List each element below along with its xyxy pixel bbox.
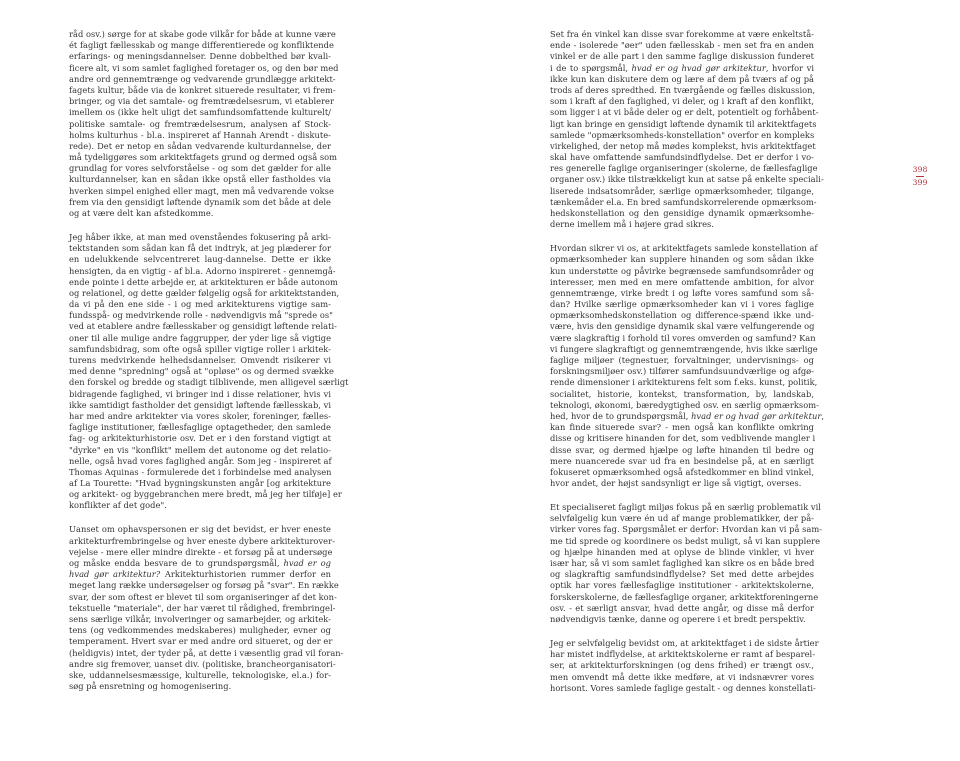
- page-number-right: 399: [912, 178, 928, 187]
- text-line: kun understøtte og påvirke begrænsede samfundsområder og: [550, 265, 814, 276]
- text-line: Set fra én vinkel kan disse svar forekomme at være enkeltstå-: [550, 29, 814, 39]
- text-line: som i kraft af den faglighed, vi deler, og i kraft af den konflikt,: [550, 96, 814, 107]
- text-line: "dyrke" en vis "konflikt" mellem det autonome og det relatio-: [69, 444, 331, 455]
- text-line: organer osv.) ikke tilstrækkeligt kun at satse på enkelte speciali-: [550, 174, 824, 185]
- text-line: liserede indsatsområder, særlige opmærksomheder, tilgange,: [550, 185, 814, 196]
- text-line: tens (og vedkommendes medskaberes) muligheder, evner og: [69, 625, 331, 636]
- text-line: ved at etablere andre fællesskaber og gensidigt løftende relati-: [69, 321, 337, 332]
- text-line: af La Tourette: "Hvad bygningskunsten angår [og arkitekture: [69, 478, 331, 489]
- text-line: hedskonstellation og den gensidige dynamik opmærksomhe-: [550, 208, 814, 218]
- text-line: hvor andet, der højst sandsynligt er lige så vigtigt, overses.: [550, 478, 802, 489]
- text-line: og relationel, og dette gælder følgelig også for arkitektstanden,: [69, 287, 340, 298]
- paragraph: [550, 502, 823, 625]
- text-line: da vi på den ene side - i og med arkitekturens vigtige sam-: [69, 299, 331, 310]
- left-text-column: [69, 29, 349, 692]
- paragraph: [69, 231, 349, 512]
- text-line: turens medvirkende helhedsdannelser. Omvendt risikerer vi: [69, 355, 331, 366]
- text-line: imellem os (ikke helt uligt det samfundsomfattende kulturelt/: [69, 107, 331, 118]
- text-line: ikke kun kan diskutere dem og lære af dem på tværs af og på: [550, 73, 814, 84]
- text-line: dan? Hvilke særlige opmærksomheder kan vi i vores faglige: [550, 299, 814, 310]
- text-line: vinkel er de alle part i den samme faglige diskussion funderet: [550, 51, 814, 62]
- text-line: faglige miljøer (tegnestuer, forvaltninger, undervisnings- og: [550, 355, 814, 366]
- text-line: ikke samtidigt fastholder det gensidigt løftende fællesskab, vi: [69, 399, 331, 410]
- text-line: har med andre arkitekter via vores skoler, foreninger, fælles-: [69, 410, 331, 421]
- text-line: kulturdannelser, kan en sådan ikke opstå eller fastholdes via: [69, 174, 331, 185]
- paragraph: [69, 524, 344, 692]
- text-line: konflikter af det gode".: [69, 500, 167, 511]
- text-line: ende - isolerede "øer" uden fællesskab - men set fra en anden: [550, 40, 814, 51]
- text-line: vi fungere slagkraftigt og gennemtrængende, hvis ikke særlige: [550, 343, 818, 354]
- text-line: hverken simpel enighed eller magt, men må vedvarende vokse: [69, 185, 334, 196]
- paragraph: [550, 29, 824, 230]
- text-line: andre ord gennemtrænge og vedvarende grundlægge arkitekt-: [69, 73, 336, 84]
- text-line: fokuseret opmærksomhed også afstedkommer en blind vinkel,: [550, 466, 814, 477]
- text-line: Jeg håber ikke, at man med ovenståendes fokusering på arki-: [69, 231, 331, 242]
- text-line: som ligger i at vi både deler og er delt, potentielt og forhåbent-: [550, 107, 819, 118]
- text-line: skal have omfattende samfundsindflydelse. Det er derfor i vo-: [550, 152, 814, 163]
- text-line: og hjælpe hinanden med at oplyse de blinde vinkler, vi hver: [550, 546, 814, 557]
- text-line: meget lang række undersøgelser og forsøg på "svar". En række: [69, 580, 339, 591]
- text-line: hed, hvor de to grundspørgsmål, hvad er og hvad gør arkitektur,: [550, 410, 825, 421]
- text-line: Jeg er selvfølgelig bevidst om, at arkitektfaget i de sidste årtier: [550, 637, 819, 648]
- text-line: fag- og arkitekturhistorie osv. Det er i den forstand vigtigt at: [69, 433, 331, 444]
- text-line: hvad gør arkitektur? Arkitekturhistorien rummer derfor en: [69, 569, 331, 580]
- text-line: oner til alle mulige andre faggrupper, der yder lige så vigtige: [69, 332, 331, 343]
- text-line: grundlag for vores selvforståelse - og som det gælder for alle: [69, 163, 331, 174]
- text-line: (heldigvis) intet, der tyder på, at dette i væsentlig grad vil foran-: [69, 647, 344, 658]
- text-line: arkitekturfrembringelse og hver eneste dybere arkitekturover-: [69, 535, 335, 546]
- text-line: osv. - et særligt ansvar, hvad dette angår, og disse må derfor: [550, 602, 814, 613]
- text-line: tektstanden som sådan kan få det indtryk, at jeg plæderer for: [69, 243, 331, 254]
- text-line: Hvordan sikrer vi os, at arkitektfagets samlede konstellation af: [550, 243, 818, 254]
- text-line: ske, uddannelsesmæssige, kulturelle, teknologiske, el.a.) for-: [69, 669, 331, 680]
- text-line: virkelighed, der netop må mødes komplekst, hvis arkitektfaget: [550, 140, 816, 151]
- text-line: opmærksomhedskonstellation og difference-spænd ikke und-: [550, 310, 814, 321]
- paragraph: [550, 243, 825, 489]
- text-line: temperament. Hvert svar er med andre ord situeret, og der er: [69, 636, 333, 647]
- paragraph: [550, 637, 819, 694]
- text-line: Et specialiseret fagligt miljøs fokus på en særlig problematik vil: [550, 502, 821, 513]
- text-line: disse svar, og dermed hjælpe og løfte hinanden til bedre og: [550, 444, 814, 455]
- text-line: bidragende faglighed, vi bringer ind i disse relationer, hvis vi: [69, 388, 331, 399]
- text-line: hensigten, da en vigtig - af bl.a. Adorno inspireret - gennemgå-: [69, 265, 336, 276]
- text-line: rende dimensioner i arkitekturens felt som f.eks. kunst, politik,: [550, 377, 818, 388]
- text-line: opmærksomheder kan supplere hinanden og som sådan ikke: [550, 254, 814, 265]
- text-line: selvfølgelig kun være én ud af mange problematikker, der på-: [550, 513, 814, 524]
- text-line: ficere alt, vi som samlet faglighed foretager os, og den bør med: [69, 62, 339, 73]
- text-line: erfarings- og meningsdannelser. Denne dobbelthed bør kvali-: [69, 51, 331, 62]
- text-line: mere nuancerede svar ud fra en besindelse på, at en særligt: [550, 455, 814, 466]
- text-line: søg på ensretning og homogenisering.: [69, 681, 232, 692]
- paragraph: [69, 29, 339, 219]
- text-line: Uanset om ophavspersonen er sig det bevidst, er hver eneste: [69, 524, 331, 535]
- text-line: Thomas Aquinas - formulerede det i forbindelse med analysen: [69, 466, 332, 477]
- text-line: kan finde situerede svar? - men også kan konflikte omkring: [550, 422, 814, 433]
- text-line: ser, at arkitekturforskningen (og dens frihed) er trængt osv.,: [550, 660, 814, 671]
- text-line: bringer, og via det samtale- og fremtrædelsesrum, vi etablerer: [69, 96, 334, 107]
- text-line: interesser, men med en mere omfattende ambition, for alvor: [550, 276, 814, 287]
- text-line: sens særlige vilkår, involveringer og samarbejder, og arkitek-: [69, 613, 331, 624]
- text-line: vejelse - mere eller mindre direkte - et forsøg på at undersøge: [69, 546, 333, 557]
- text-line: virker vores fag. Spørgsmålet er derfor: Hvordan kan vi på sam-: [550, 524, 823, 535]
- text-line: være, hvis den gensidige dynamik skal være velfungerende og: [550, 321, 815, 332]
- text-line: ét fagligt fællesskab og mange differentierede og konfliktende: [69, 40, 334, 51]
- text-line: derne imellem må i højere grad sikres.: [550, 219, 714, 230]
- text-line: frem via den gensidigt løftende dynamik som det både at dele: [69, 196, 331, 207]
- page-number-left: 398: [912, 165, 928, 174]
- text-line: ligt kan bringe en gensidigt løftende dynamik til arkitektfagets: [550, 118, 817, 129]
- text-line: den forskel og bredde og stadigt tilblivende, men alligevel særligt: [69, 377, 349, 388]
- text-line: men omvendt må dette ikke medføre, at vi indsnævrer vores: [550, 671, 814, 682]
- text-line: optik har vores fællesfaglige institutioner - arkitektskolerne,: [550, 580, 814, 591]
- text-line: råd osv.) sørge for at skabe gode vilkår for både at kunne være: [69, 29, 336, 39]
- text-line: nelle, også hvad vores faglighed angår. Som jeg - inspireret af: [69, 455, 332, 466]
- text-line: har mistet indflydelse, at arkitektskolerne er ramt af besparel-: [550, 649, 816, 660]
- text-line: må tydeliggøres som arkitektfagets grund og dermed også som: [69, 152, 338, 163]
- text-line: politiske samtale- og fremtrædelsesrum, analysen af Stock-: [69, 118, 331, 129]
- text-line: forskningsmiljøer osv.) tilfører samfundsuundværlige og afgø-: [550, 366, 814, 377]
- text-line: og at være delt kan afstedkomme.: [69, 208, 214, 218]
- text-line: horisont. Vores samlede faglige gestalt - og dennes konstellati-: [550, 682, 816, 693]
- text-line: samlede "opmærksomheds-konstellation" overfor en kompleks: [550, 129, 815, 140]
- right-text-column: [550, 29, 825, 694]
- text-line: i de to spørgsmål, hvad er og hvad gør arkitektur, hvorfor vi: [550, 62, 814, 73]
- page-numbers: [909, 165, 931, 187]
- text-line: tænkemåder el.a. En bred samfundskorrelerende opmærksom-: [550, 196, 817, 207]
- text-line: nødvendigvis tænke, danne og operere i et bredt perspektiv.: [550, 613, 806, 624]
- text-line: rede). Det er netop en sådan vedvarende kulturdannelse, der: [69, 140, 331, 151]
- text-line: disse og kritisere hinanden for det, som vedblivende mangler i: [550, 433, 816, 444]
- text-line: svar, der som oftest er blevet til som organiseringer af det kon-: [69, 591, 337, 602]
- text-line: andre sig fremover, uanset div. (politiske, brancheorganisatori-: [69, 658, 336, 669]
- text-line: være slagkraftig i forhold til vores omverden og samfund? Kan: [550, 332, 816, 343]
- text-line: fundsspå- og medvirkende rolle - nødvendigvis må "sprede os": [69, 310, 333, 321]
- text-line: især har, så vi som samlet faglighed kan sikre os en både bred: [550, 558, 815, 569]
- text-line: trods af deres spredthed. En tværgående og fælles diskussion,: [550, 84, 816, 95]
- text-line: fagets kultur, både via de konkret situerede resultater, vi frem-: [69, 84, 336, 95]
- text-line: socialitet, historie, kontekst, transformation, by, landskab,: [550, 388, 814, 399]
- text-line: res generelle faglige organiseringer (skolerne, de fællesfaglige: [550, 163, 818, 174]
- text-line: en udelukkende selvcentreret laug-dannelse. Dette er ikke: [69, 254, 331, 265]
- text-line: tekstuelle "materiale", der har været til rådighed, frembringel-: [69, 602, 336, 613]
- text-line: me tid sprede og koordinere os bedst muligt, så vi kan supplere: [550, 535, 821, 546]
- text-line: gennemtrænge, virke bredt i og løfte vores samfund som så-: [550, 287, 814, 298]
- text-line: forskerskolerne, de fællesfaglige organer, arkitektforeningerne: [550, 591, 819, 602]
- text-line: og slagkraftig samfundsindflydelse? Set med dette arbejdes: [550, 569, 814, 580]
- text-line: med denne "spredning" også at "opløse" os og dermed svække: [69, 366, 334, 377]
- text-line: ende pointe i dette arbejde er, at arkitekturen er både autonom: [69, 276, 338, 287]
- text-line: og måske endda besvare de to grundspørgsmål, hvad er og: [69, 558, 331, 569]
- text-line: og arkitekt- og byggebranchen mere bredt, må jeg her tilføje] er: [69, 489, 342, 500]
- text-line: teknologi, økonomi, bæredygtighed osv. en særlig opmærksom-: [550, 399, 819, 410]
- text-line: faglige institutioner, fællesfaglige optagetheder, den samlede: [69, 422, 331, 433]
- text-line: samfundsbidrag, som ofte også spiller vigtige roller i arkitek-: [69, 343, 331, 354]
- text-line: holms kulturhus - bl.a. inspireret af Hannah Arendt - diskute-: [69, 129, 331, 140]
- right-page: [480, 0, 960, 761]
